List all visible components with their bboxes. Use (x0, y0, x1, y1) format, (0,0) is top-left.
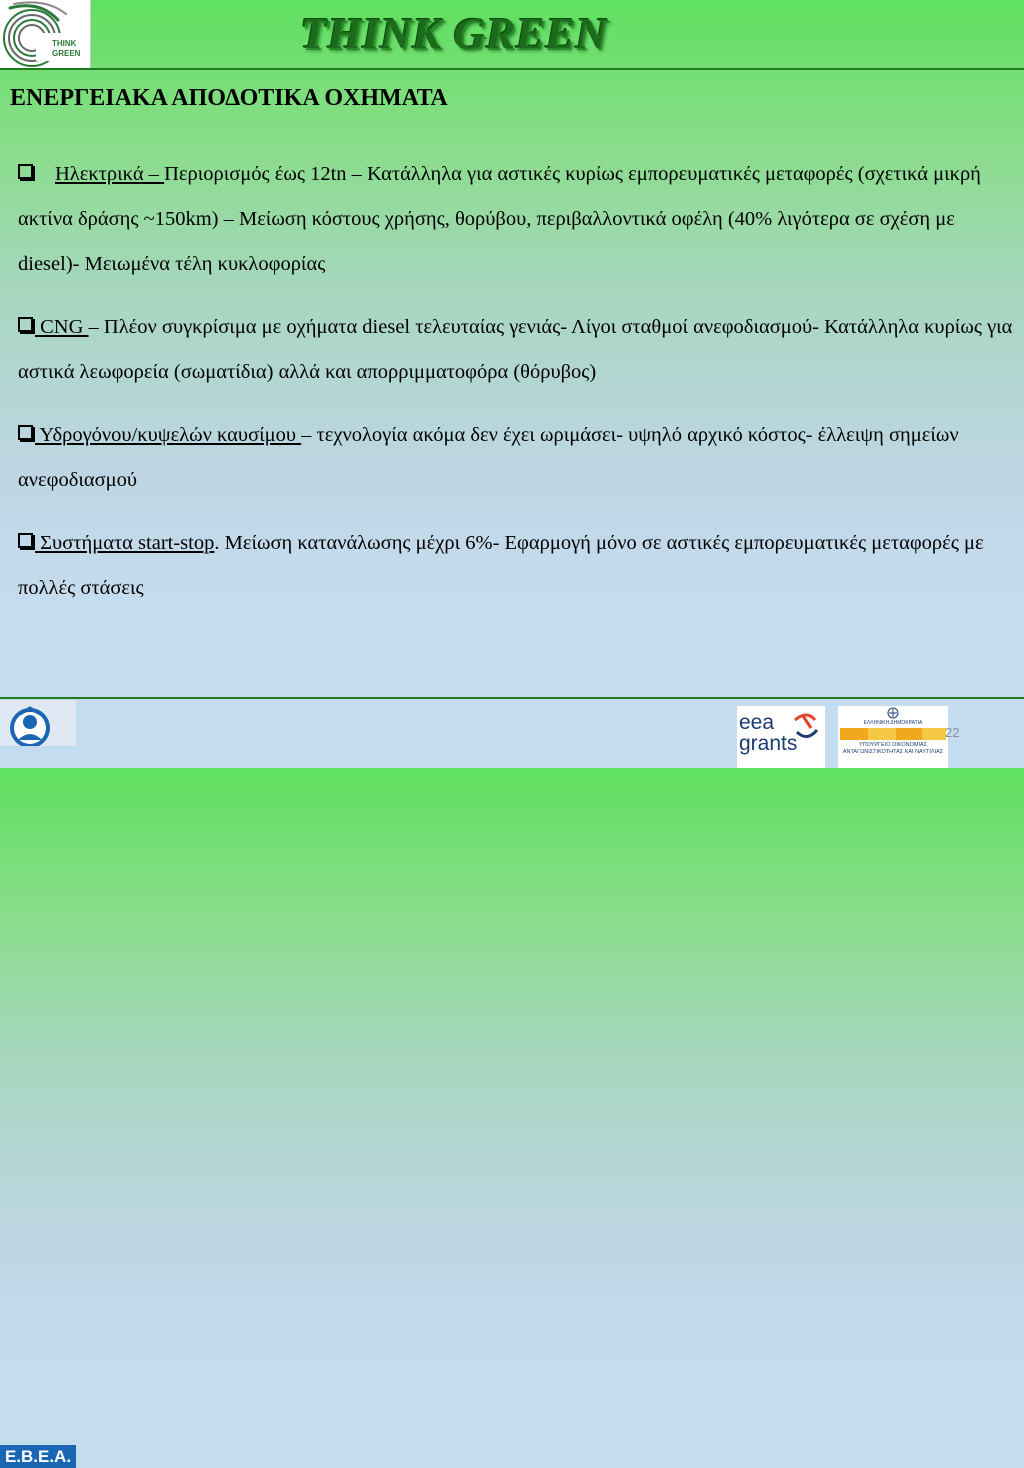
bullet-text: – Πλέον συγκρίσιμα με οχήματα diesel τελευταίας γενιάς- Λίγοι σταθμοί ανεφοδιασμού- Κατάλληλα κυρίως για αστικά λεωφορεία (σωματίδια) αλλά και απορριμματοφόρα (θόρυβος) (18, 316, 1013, 383)
greek-emblem-icon (838, 706, 948, 768)
logo-text-think: THINK (52, 39, 77, 48)
header-divider (0, 68, 1024, 70)
section-heading: ΕΝΕΡΓΕΙΑΚΑ ΑΠΟΔΟΤΙΚΑ ΟΧΗΜΑΤΑ (10, 85, 448, 111)
bullet-item-cng (18, 305, 1018, 395)
logo-text-green: GREEN (52, 49, 81, 58)
checkbox-bullet-icon (18, 164, 33, 179)
ebea-emblem-icon (0, 700, 76, 746)
eea-swirl-icon (737, 706, 825, 768)
think-green-logo (0, 0, 91, 68)
ebea-logo (0, 700, 76, 1466)
bullet-term: Ηλεκτρικά – (55, 163, 165, 185)
bullet-item-start-stop (18, 521, 1018, 611)
bullet-text: – τεχνολογία ακόμα δεν έχει ωριμάσει- υψηλό αρχικό κόστος- έλλειψη σημείων ανεφοδιασμού (18, 424, 959, 491)
bullet-term: CNG (35, 316, 89, 338)
bullet-item-hydrogen (18, 413, 1018, 503)
eea-text-line1: eea (739, 711, 775, 734)
bullet-text: Περιορισμός έως 12tn – Κατάλληλα για αστικές κυρίως εμπορευματικές μεταφορές (σχετικά μικρή ακτίνα δράσης ~150km) – Μείωση κόστους χρήσης, θορύβου, περιβαλλοντικά οφέλη (40% λιγότερα σε σχέση με diesel)- Μειωμένα τέλη κυκλοφορίας (18, 163, 981, 275)
page-title: THINK GREEN (300, 9, 608, 58)
footer-divider (0, 697, 1024, 699)
bullet-list (18, 152, 1018, 629)
eea-grants-logo (737, 706, 825, 768)
think-green-logo-graphic (0, 0, 90, 68)
bullet-term: Συστήματα start-stop (35, 532, 215, 554)
checkbox-bullet-icon (18, 317, 33, 332)
bullet-item-electric (18, 152, 1018, 287)
checkbox-bullet-icon (18, 533, 33, 548)
ministry-logo (838, 706, 948, 768)
bullet-term: Υδρογόνου/κυψελών καυσίμου (35, 424, 302, 446)
eea-text-line2: grants (739, 732, 798, 755)
ministry-name-text: ΥΠΟΥΡΓΕΙΟ ΟΙΚΟΝΟΜΙΑΣ ΑΝΤΑΓΩΝΙΣΤΙΚΟΤΗΤΑΣ ΚΑΙ ΝΑΥΤΙΛΙΑΣ (842, 742, 944, 755)
ebea-label: E.B.E.A. (0, 1445, 76, 1468)
ministry-header-text: ΕΛΛΗΝΙΚΗ ΔΗΜΟΚΡΑΤΙΑ (863, 720, 923, 726)
bullet-text: . Μείωση κατανάλωσης μέχρι 6%- Εφαρμογή μόνο σε αστικές εμπορευματικές μεταφορές με πολλές στάσεις (18, 532, 984, 599)
checkbox-bullet-icon (18, 425, 33, 440)
page-number: 22 (945, 725, 960, 740)
